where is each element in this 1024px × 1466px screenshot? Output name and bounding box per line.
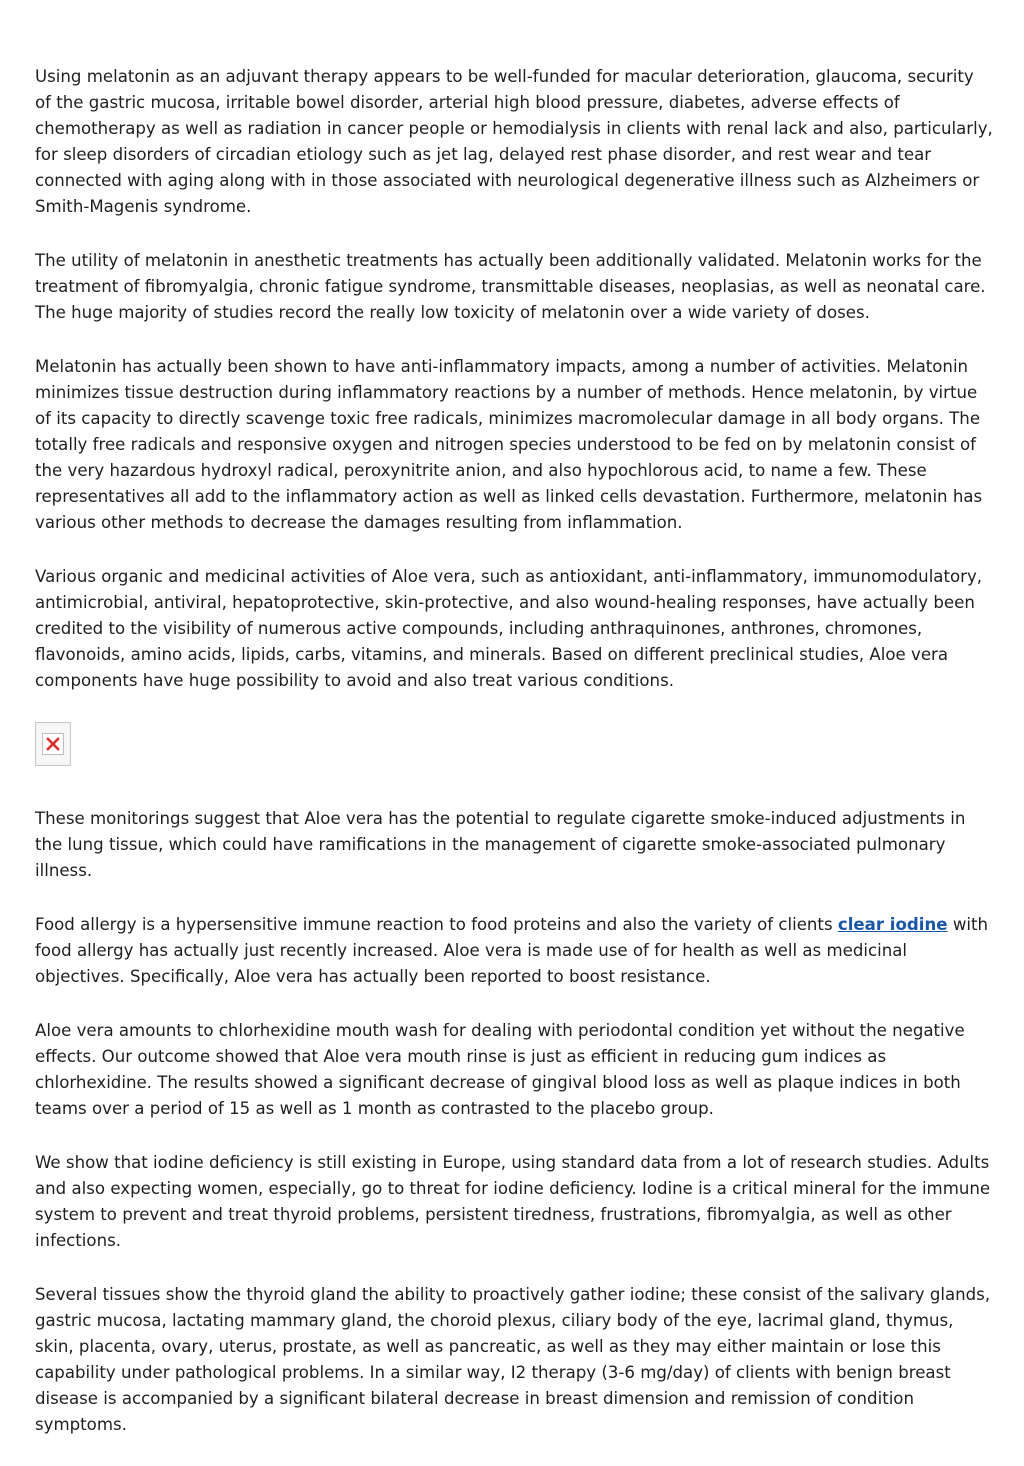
article-body [35, 64, 993, 1466]
paragraph-food-allergy [35, 912, 993, 990]
paragraph-iodine-deficiency: We show that iodine deficiency is still existing in Europe, using standard data from a lot of research studies. Adults and also expecting women, especially, go to threat for iodine deficiency. Iodine is a critical mineral for the immune system to prevent and treat thyroid problems, persistent tiredness, frustrations, fibromyalgia, as well as other infections. [35, 1153, 991, 1250]
paragraph-melatonin-anesthetic: The utility of melatonin in anesthetic treatments has actually been additionally validated. Melatonin works for the treatment of fibromyalgia, chronic fatigue syndrome, transmittable diseases, neoplasias, as well as neonatal care. The huge majority of studies record the really low toxicity of melatonin over a wide variety of doses. [35, 251, 986, 322]
broken-image-icon [42, 733, 64, 755]
paragraph-aloe-vera-mouth-wash: Aloe vera amounts to chlorhexidine mouth wash for dealing with periodontal condition yet without the negative effects. Our outcome showed that Aloe vera mouth rinse is just as efficient in reducing gum indices as chlorhexidine. The results showed a significant decrease of gingival blood loss as well as plaque indices in both teams over a period of 15 as well as 1 month as contrasted to the placebo group. [35, 1021, 965, 1118]
paragraph-melatonin-adjuvant: Using melatonin as an adjuvant therapy appears to be well-funded for macular deterioration, glaucoma, security of the gastric mucosa, irritable bowel disorder, arterial high blood pressure, diabetes, adverse effects of chemotherapy as well as radiation in cancer people or hemodialysis in clients with renal lack and also, particularly, for sleep disorders of circadian etiology such as jet lag, delayed rest phase disorder, and rest wear and tear connected with aging along with in those associated with neurological degenerative illness such as Alzheimers or Smith-Magenis syndrome. [35, 67, 993, 216]
clear-iodine-link[interactable]: clear iodine [837, 915, 948, 934]
food-allergy-text-before: Food allergy is a hypersensitive immune reaction to food proteins and also the variety of clients [35, 915, 838, 934]
food-allergy-text-after: with food allergy has actually just recently increased. Aloe vera is made use of for health as well as medicinal objectives. Specifically, Aloe vera has actually been reported to boost resistance. [35, 915, 989, 986]
broken-image-placeholder [35, 722, 71, 766]
paragraph-melatonin-anti-inflammatory: Melatonin has actually been shown to have anti-inflammatory impacts, among a number of activities. Melatonin minimizes tissue destruction during inflammatory reactions by a number of methods. Hence melatonin, by virtue of its capacity to directly scavenge toxic free radicals, minimizes macromolecular damage in all body organs. The totally free radicals and responsive oxygen and nitrogen species understood to be fed on by melatonin consist of the very hazardous hydroxyl radical, peroxynitrite anion, and also hypochlorous acid, to name a few. These representatives all add to the inflammatory action as well as linked cells devastation. Furthermore, melatonin has various other methods to decrease the damages resulting from inflammation. [35, 357, 983, 532]
paragraph-thyroid-tissues: Several tissues show the thyroid gland the ability to proactively gather iodine; these consist of the salivary glands, gastric mucosa, lactating mammary gland, the choroid plexus, ciliary body of the eye, lacrimal gland, thymus, skin, placenta, ovary, uterus, prostate, as well as pancreatic, as well as they may either maintain or lose this capability under pathological problems. In a similar way, I2 therapy (3-6 mg/day) of clients with benign breast disease is accompanied by a significant bilateral decrease in breast dimension and remission of condition symptoms. [35, 1285, 991, 1434]
paragraph-aloe-vera-lung: These monitorings suggest that Aloe vera has the potential to regulate cigarette smoke-induced adjustments in the lung tissue, which could have ramifications in the management of cigarette smoke-associated pulmonary illness. [35, 809, 966, 880]
paragraph-aloe-vera-activities: Various organic and medicinal activities of Aloe vera, such as antioxidant, anti-inflammatory, immunomodulatory, antimicrobial, antiviral, hepatoprotective, skin-protective, and also wound-healing responses, have actually been credited to the visibility of numerous active compounds, including anthraquinones, anthrones, chromones, flavonoids, amino acids, lipids, carbs, vitamins, and minerals. Based on different preclinical studies, Aloe vera components have huge possibility to avoid and also treat various conditions. [35, 567, 983, 690]
